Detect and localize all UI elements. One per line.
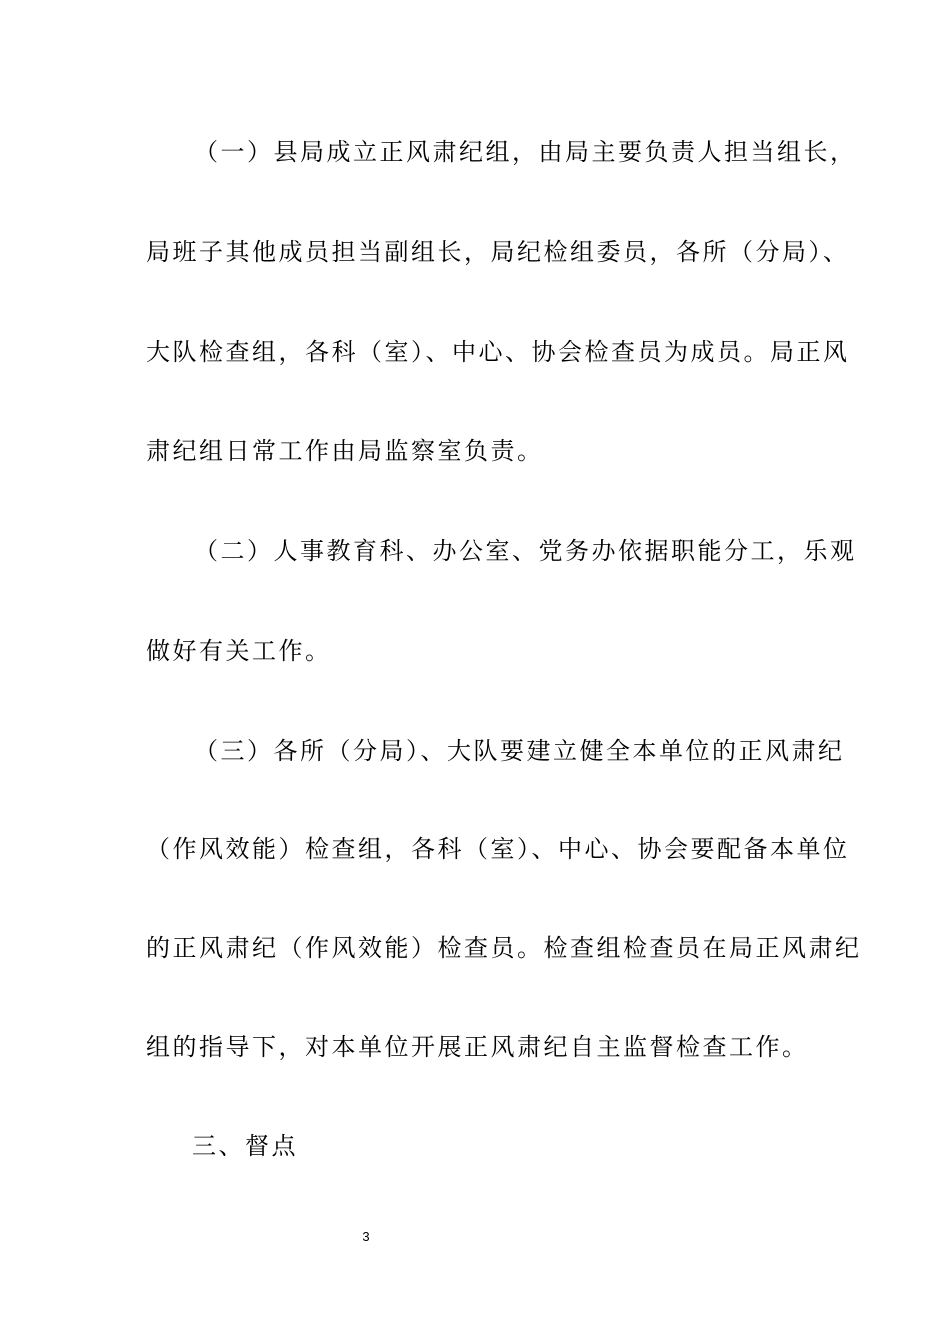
paragraph-1-line-3: 大队检查组，各科（室）、中心、协会检查员为成员。局正风 <box>146 338 850 366</box>
paragraph-2-line-2: 做好有关工作。 <box>146 637 332 665</box>
paragraph-3-line-3: 的正风肃纪（作风效能）检查员。检查组检查员在局正风肃纪 <box>146 934 862 962</box>
paragraph-1-line-1: （一）县局成立正风肃纪组，由局主要负责人担当组长， <box>194 138 857 166</box>
paragraph-2-line-1: （二）人事教育科、办公室、党务办依据职能分工，乐观 <box>194 537 857 565</box>
paragraph-3-line-4: 组的指导下，对本单位开展正风肃纪自主监督检查工作。 <box>146 1033 809 1061</box>
paragraph-1-line-2: 局班子其他成员担当副组长，局纪检组委员，各所（分局）、 <box>146 238 850 266</box>
paragraph-3-line-2: （作风效能）检查组，各科（室）、中心、协会要配备本单位 <box>146 835 850 863</box>
section-heading: 三、督点 <box>192 1132 298 1160</box>
paragraph-3-line-1: （三）各所（分局）、大队要建立健全本单位的正风肃纪 <box>194 737 845 765</box>
page-number: 3 <box>362 1229 370 1244</box>
paragraph-1-line-4: 肃纪组日常工作由局监察室负责。 <box>146 437 544 465</box>
